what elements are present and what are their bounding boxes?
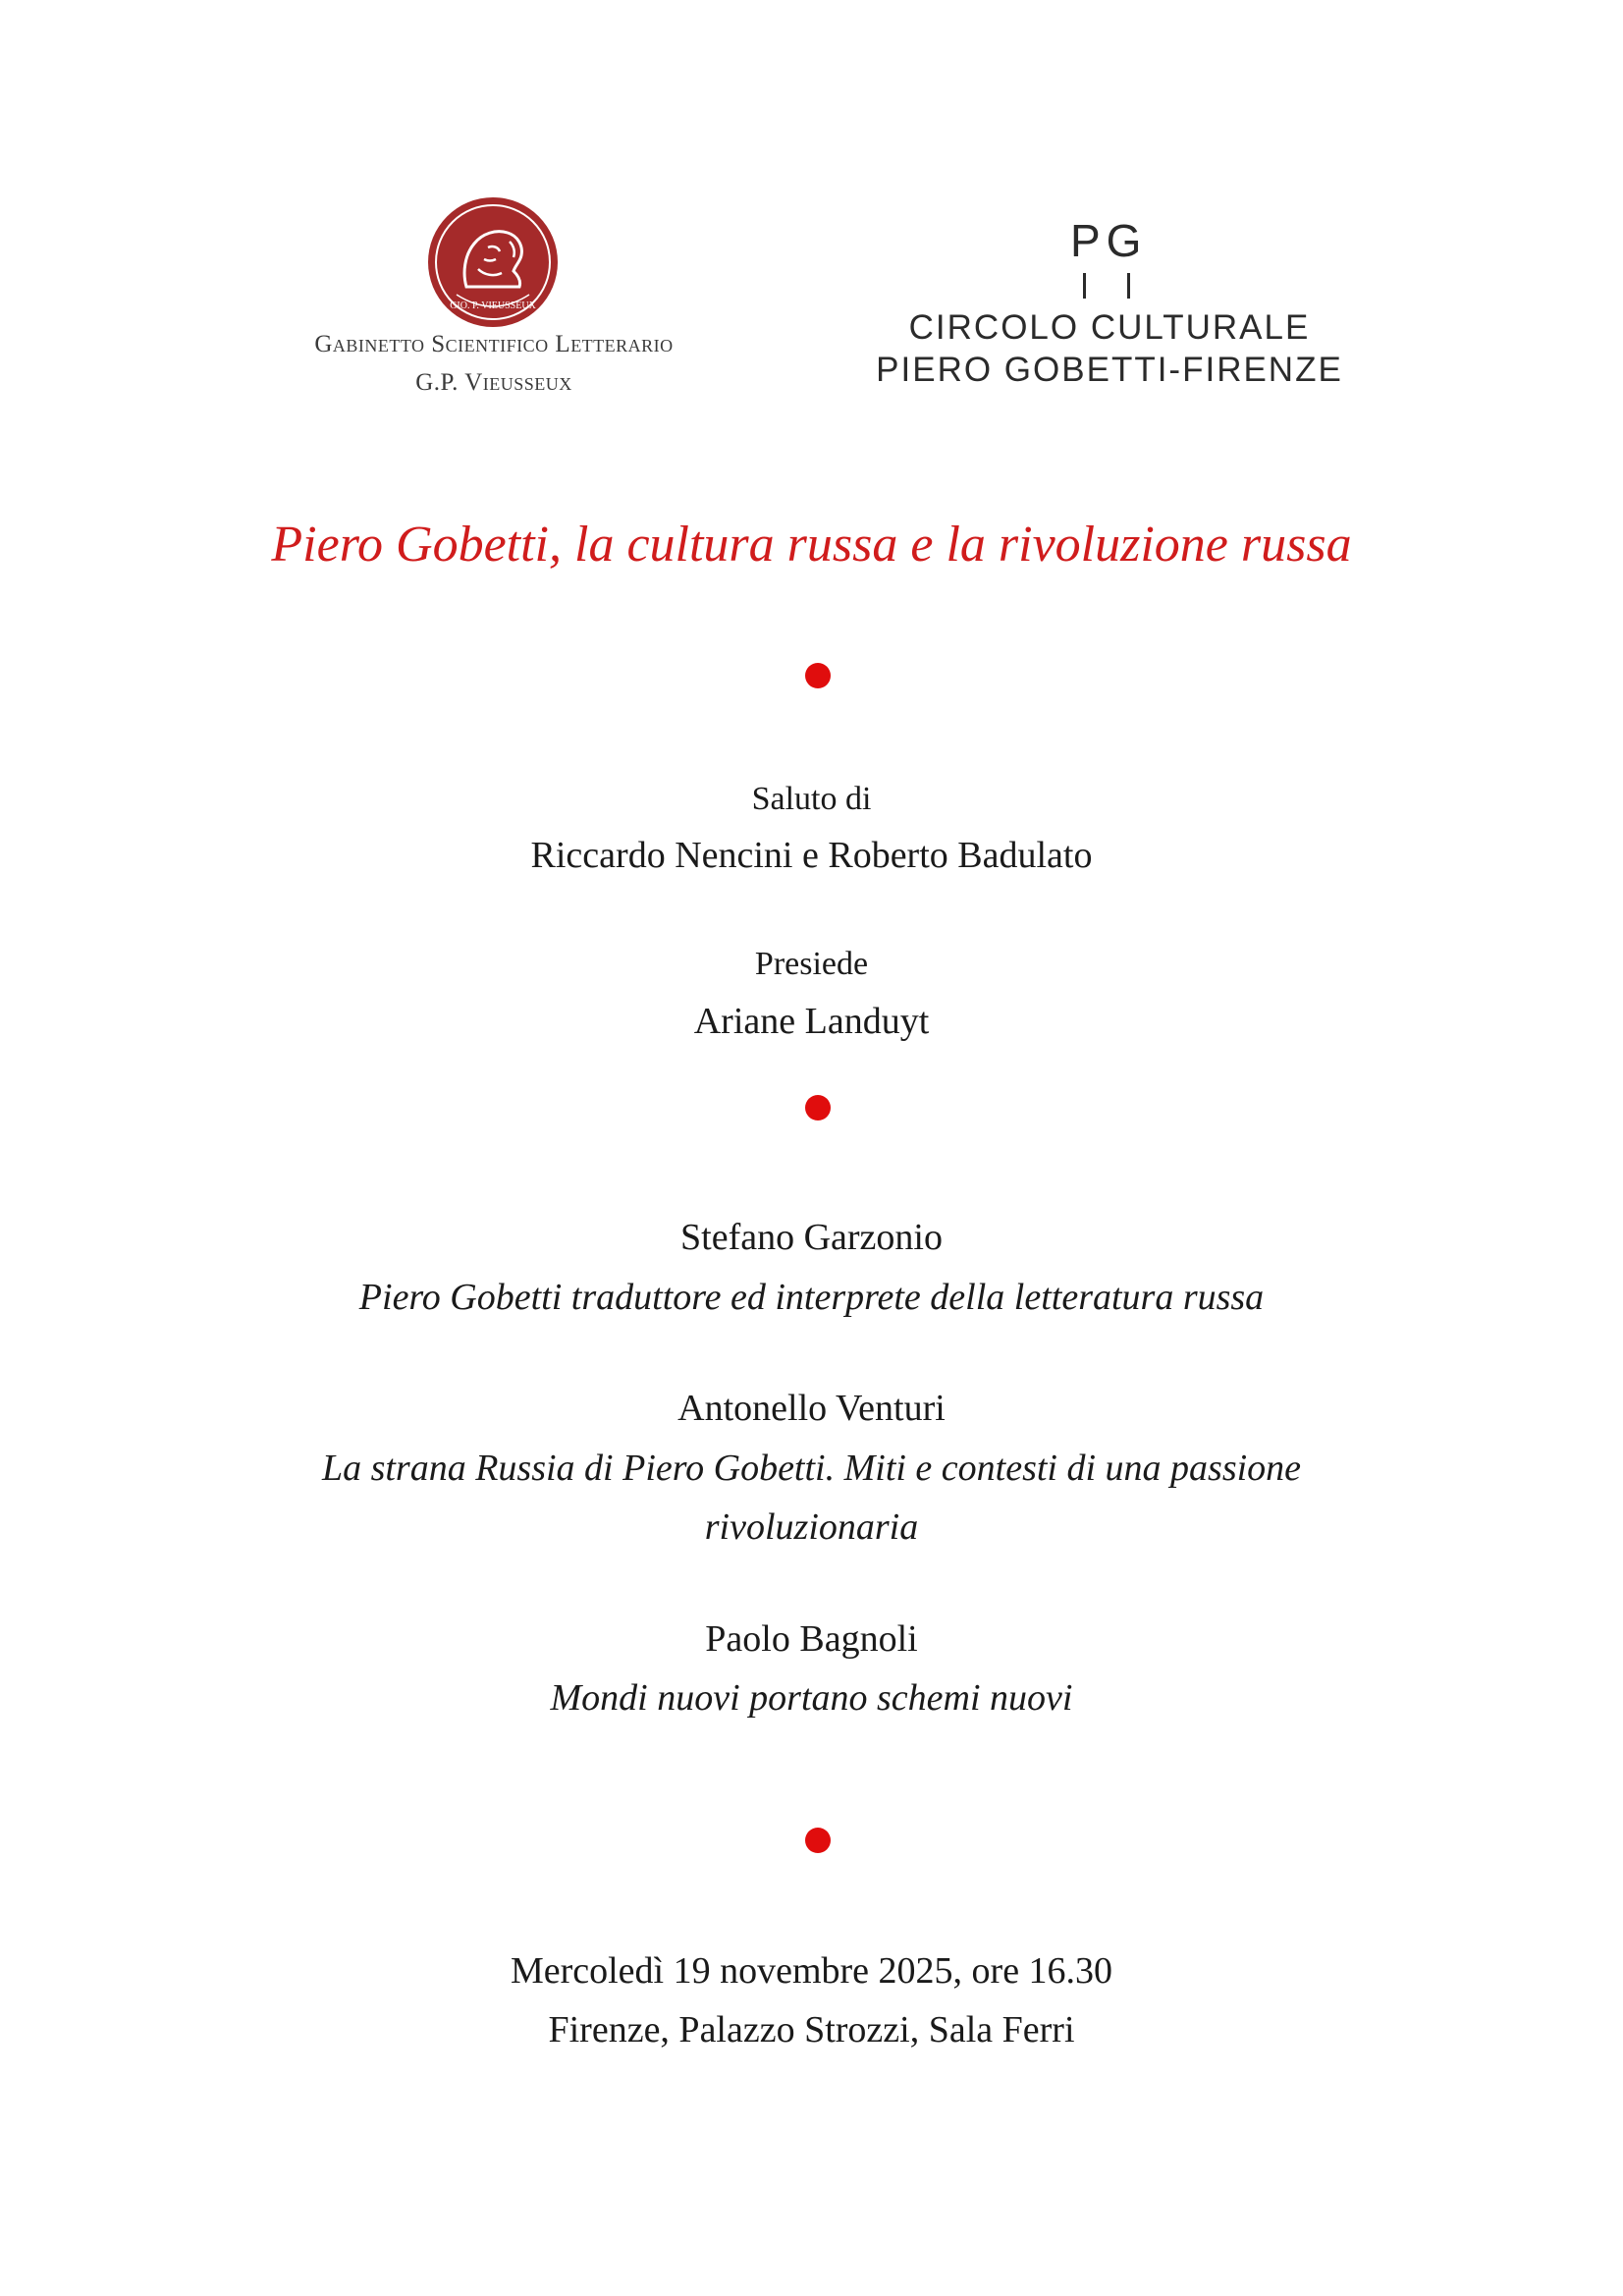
red-dot-separator (805, 1828, 831, 1853)
red-dot-separator (805, 1095, 831, 1121)
gobetti-name-line2: PIERO GOBETTI-FIRENZE (876, 351, 1343, 389)
red-dot-separator (805, 663, 831, 688)
pg-logo-bar-right (1127, 273, 1130, 299)
event-place: Firenze, Palazzo Strozzi, Sala Ferri (548, 2009, 1075, 2050)
vieusseux-line2-text: G.P. Vieusseux (415, 369, 572, 396)
pg-logo-bar-left (1083, 273, 1086, 299)
event-date: Mercoledì 19 novembre 2025, ore 16.30 (510, 1950, 1113, 1992)
speaker-talk-title: Piero Gobetti traduttore ed interprete della letteratura russa (358, 1277, 1265, 1318)
greeting-label: Saluto di (751, 781, 872, 817)
speaker-talk-title: La strana Russia di Piero Gobetti. Miti e contesti di una passione (321, 1448, 1302, 1489)
vieusseux-name-line2 (226, 369, 762, 397)
speaker-name: Antonello Venturi (677, 1388, 946, 1429)
greeting-names: Riccardo Nencini e Roberto Badulato (530, 835, 1093, 876)
vieusseux-line1-text: Gabinetto Scientifico Letterario (314, 331, 674, 357)
vieusseux-name-line1 (226, 331, 762, 358)
speaker-talk-title: Mondi nuovi portano schemi nuovi (550, 1677, 1073, 1719)
seal-text: GIO. P. VIEUSSEUX (450, 301, 536, 311)
event-title: Piero Gobetti, la cultura russa e la rivoluzione russa (271, 517, 1352, 573)
chair-name: Ariane Landuyt (693, 1001, 930, 1042)
gobetti-name-line1: CIRCOLO CULTURALE (908, 308, 1311, 347)
speaker-name: Paolo Bagnoli (705, 1618, 918, 1660)
speaker-name: Stefano Garzonio (680, 1217, 943, 1258)
pg-logo-letters: PG (1070, 215, 1148, 266)
vieusseux-seal-logo (427, 196, 559, 328)
chair-label: Presiede (754, 946, 869, 982)
speaker-talk-title-continued: rivoluzionaria (704, 1506, 919, 1548)
